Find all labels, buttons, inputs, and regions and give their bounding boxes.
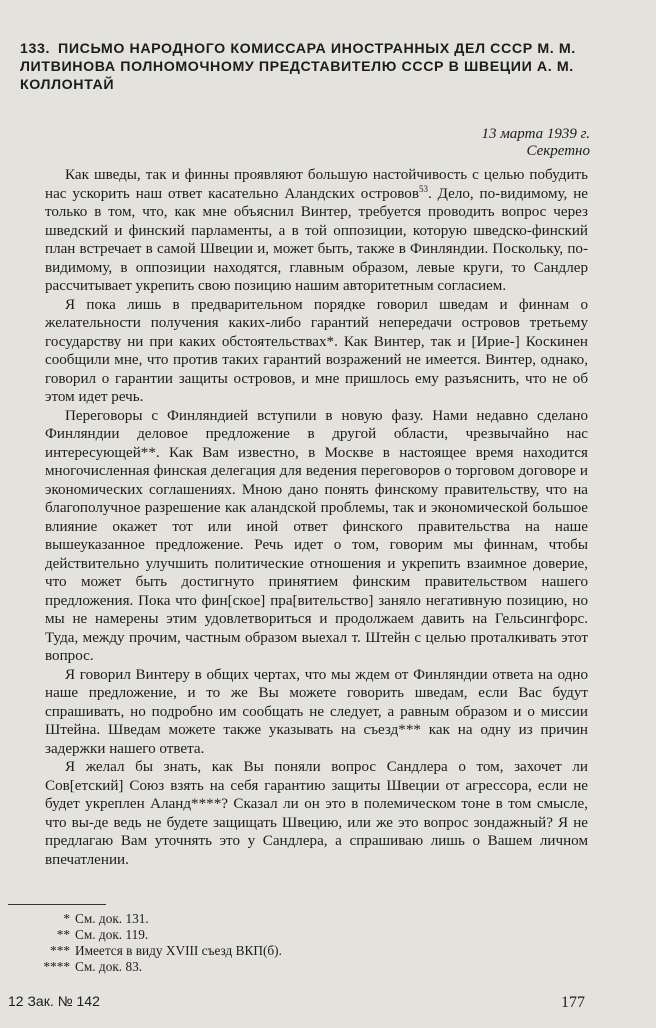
endnote-ref: 53 (418, 183, 428, 194)
paragraph-text: . Дело, по-видимому, не только в том, что, как мне объяснил Винтер, требуется проводить вопрос через шведский и финский парламенты, а в той оппозиции, которую шведско-финский план встречает в самой Швеции и, может быть, также в Финляндии. Поскольку, по-видимому, в оппозиции находятся, главным образом, левые круги, то Сандлер рассчитывает укрепить свою позицию нашим авторитетным согласием. (45, 185, 588, 294)
footnote (8, 943, 408, 959)
page-number: 177 (561, 994, 585, 1011)
footnote-text: См. док. 131. (75, 911, 149, 926)
document-heading (20, 40, 640, 94)
document-title: ПИСЬМО НАРОДНОГО КОМИССАРА ИНОСТРАННЫХ ДЕЛ СССР М. М. ЛИТВИНОВА ПОЛНОМОЧНОМУ ПРЕДСТАВИТЕЛЮ СССР В ШВЕЦИИ А. М. КОЛЛОНТАЙ (20, 41, 576, 93)
footnote (8, 959, 408, 975)
footnote-mark: * (63, 911, 70, 926)
footnote-mark: **** (43, 959, 70, 974)
document-classification: Секретно (526, 143, 590, 159)
footnotes (8, 911, 408, 975)
footnote-divider (8, 904, 106, 905)
footnote-text: См. док. 119. (75, 927, 149, 942)
document-meta (481, 126, 590, 160)
paragraph: Я говорил Винтеру в общих чертах, что мы ждем от Финляндии ответа на одно наше предложение, и то же Вы можете говорить шведам, если Вас будут спрашивать, но подробно им сообщать не следует, а равным образом и о миссии Штейна. Шведам можете также указывать на съезд*** как на одну из причин задержки нашего ответа. (45, 666, 588, 757)
paragraph (45, 166, 588, 296)
letter-body (45, 166, 588, 869)
footnote-text: См. док. 83. (75, 959, 143, 974)
paragraph: Я пока лишь в предварительном порядке говорил шведам и финнам о желательности получения каких-либо гарантий непередачи островов третьему государству ни при каких обстоятельствах*. Как Винтер, так и [Ирие-] Коскинен сообщили мне, что против таких гарантий возражений не имеется. Винтер, однако, говорил о гарантии защиты островов, и мне пришлось ему разъяснить, что не об этом идет речь. (45, 296, 588, 405)
footnote-mark: ** (56, 927, 70, 942)
document-number: 133. (20, 41, 51, 57)
print-signature: 12 Зак. № 142 (8, 993, 100, 1009)
paragraph: Я желал бы знать, как Вы поняли вопрос Сандлера о том, захочет ли Сов[етский] Союз взять на себя гарантию защиты Швеции от агрессора, если не будет укреплен Аланд****? Сказал ли он это в полемическом тоне в том смысле, что вы-де ведь не будете защищать Швецию, или же это вопрос зондажный? Я не предлагаю Вам уточнять это у Сандлера, а спрашиваю лишь о Вашем личном впечатлении. (45, 759, 588, 868)
document-date: 13 марта 1939 г. (481, 126, 590, 142)
paragraph: Переговоры с Финляндией вступили в новую фазу. Нами недавно сделано Финляндии деловое предложение в другой области, чрезвычайно нас интересующей**. Как Вам известно, в Москве в настоящее время находится многочисленная финская делегация для ведения переговоров о торговом договоре и экономических соглашениях. Мною дано понять финскому правительству, что на благополучное разрешение как аландской проблемы, так и экономической большое влияние окажет тот или иной ответ финского правительства на наше вышеуказанное предложение. Речь идет о том, говорим мы финнам, чтобы действительно улучшить политические отношения и укрепить взаимное доверие, что может быть достигнуто принятием финским правительством нашего предложения. Пока что фин[ское] пра[вительство] заняло негативную позицию, но мы не намерены этим удовлетвориться и продолжаем давить на Гельсингфорс. Туда, между прочим, частным образом выехал т. Штейн с целью проталкивать этот вопрос. (45, 407, 588, 664)
footnote-text: Имеется в виду XVIII съезд ВКП(б). (75, 943, 282, 958)
footnote (8, 911, 408, 927)
footnote-mark: *** (50, 943, 70, 958)
footnote (8, 927, 408, 943)
paragraph-text: Как шведы, так и финны проявляют большую настойчивость с целью побудить нас ускорить наш ответ касательно Аландских островов (45, 167, 588, 202)
